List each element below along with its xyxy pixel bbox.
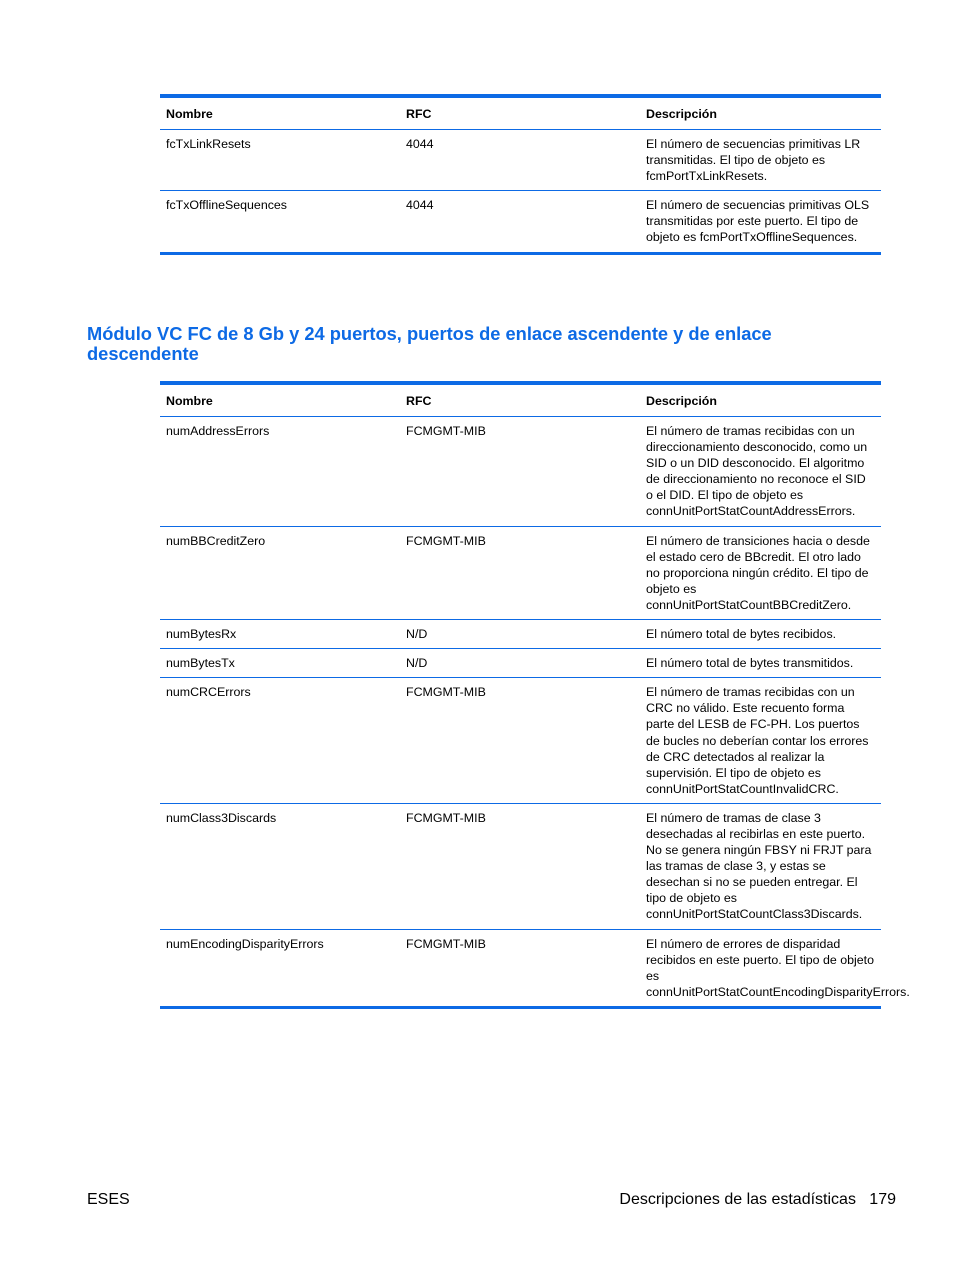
table-row — [160, 678, 881, 804]
stats-table-1 — [160, 94, 881, 255]
cell-rfc: FCMGMT-MIB — [400, 929, 640, 1007]
cell-rfc: 4044 — [400, 191, 640, 253]
cell-rfc: FCMGMT-MIB — [400, 678, 640, 804]
cell-nombre: numBytesRx — [160, 620, 400, 649]
cell-nombre: numClass3Discards — [160, 803, 400, 929]
table-row — [160, 526, 881, 619]
table-header-row — [160, 383, 881, 417]
cell-rfc: FCMGMT-MIB — [400, 526, 640, 619]
cell-nombre: numBBCreditZero — [160, 526, 400, 619]
column-header-descripcion: Descripción — [640, 383, 881, 417]
cell-descripcion: El número de tramas recibidas con un CRC no válido. Este recuento forma parte del LESB de FC-PH. Los puertos de bucles no deberían contar los errores de CRC detectados al realizar la supervisión. El tipo de objeto es connUnitPortStatCountInvalidCRC. — [640, 678, 881, 804]
column-header-nombre: Nombre — [160, 383, 400, 417]
cell-descripcion: El número de secuencias primitivas LR transmitidas. El tipo de objeto es fcmPortTxLinkResets. — [640, 130, 881, 191]
cell-rfc: FCMGMT-MIB — [400, 803, 640, 929]
cell-nombre: numAddressErrors — [160, 417, 400, 527]
cell-descripcion: El número de tramas recibidas con un direccionamiento desconocido, como un SID o un DID desconocido. El algoritmo de direccionamiento no reconoce el SID o el DID. El tipo de objeto es connUnitPortStatCountAddressErrors. — [640, 417, 881, 527]
cell-rfc: 4044 — [400, 130, 640, 191]
cell-descripcion: El número total de bytes recibidos. — [640, 620, 881, 649]
cell-rfc: FCMGMT-MIB — [400, 417, 640, 527]
cell-rfc: N/D — [400, 649, 640, 678]
footer-section-name: Descripciones de las estadísticas — [619, 1191, 856, 1208]
table-row — [160, 191, 881, 253]
cell-rfc: N/D — [400, 620, 640, 649]
cell-nombre: numBytesTx — [160, 649, 400, 678]
cell-nombre: numEncodingDisparityErrors — [160, 929, 400, 1007]
footer-page-info — [619, 1190, 896, 1210]
cell-descripcion: El número de secuencias primitivas OLS transmitidas por este puerto. El tipo de objeto es fcmPortTxOfflineSequences. — [640, 191, 881, 253]
cell-descripcion: El número total de bytes transmitidos. — [640, 649, 881, 678]
cell-nombre: numCRCErrors — [160, 678, 400, 804]
table-header-row — [160, 96, 881, 130]
cell-descripcion: El número de tramas de clase 3 desechadas al recibirlas en este puerto. No se genera ningún FBSY ni FRJT para las tramas de clase 3, y estas se desechan si no se pueden entregar. El tipo de objeto es connUnitPortStatCountClass3Discards. — [640, 803, 881, 929]
cell-nombre: fcTxOfflineSequences — [160, 191, 400, 253]
cell-descripcion: El número de transiciones hacia o desde el estado cero de BBcredit. El otro lado no proporciona ningún crédito. El tipo de objeto es connUnitPortStatCountBBCreditZero. — [640, 526, 881, 619]
column-header-rfc: RFC — [400, 383, 640, 417]
cell-nombre: fcTxLinkResets — [160, 130, 400, 191]
table-row — [160, 130, 881, 191]
column-header-rfc: RFC — [400, 96, 640, 130]
table-row — [160, 417, 881, 527]
column-header-descripcion: Descripción — [640, 96, 881, 130]
stats-table-2 — [160, 381, 910, 1009]
table-row — [160, 649, 881, 678]
page-number: 179 — [869, 1191, 896, 1208]
footer-locale: ESES — [87, 1191, 130, 1208]
table-row — [160, 620, 881, 649]
cell-descripcion: El número de errores de disparidad recibidos en este puerto. El tipo de objeto es connUnitPortStatCountEncodingDisparityErrors. — [640, 929, 881, 1007]
column-header-nombre: Nombre — [160, 96, 400, 130]
table-row — [160, 803, 881, 929]
section-heading: Módulo VC FC de 8 Gb y 24 puertos, puertos de enlace ascendente y de enlace descendente — [87, 323, 772, 364]
table-row — [160, 929, 881, 1007]
